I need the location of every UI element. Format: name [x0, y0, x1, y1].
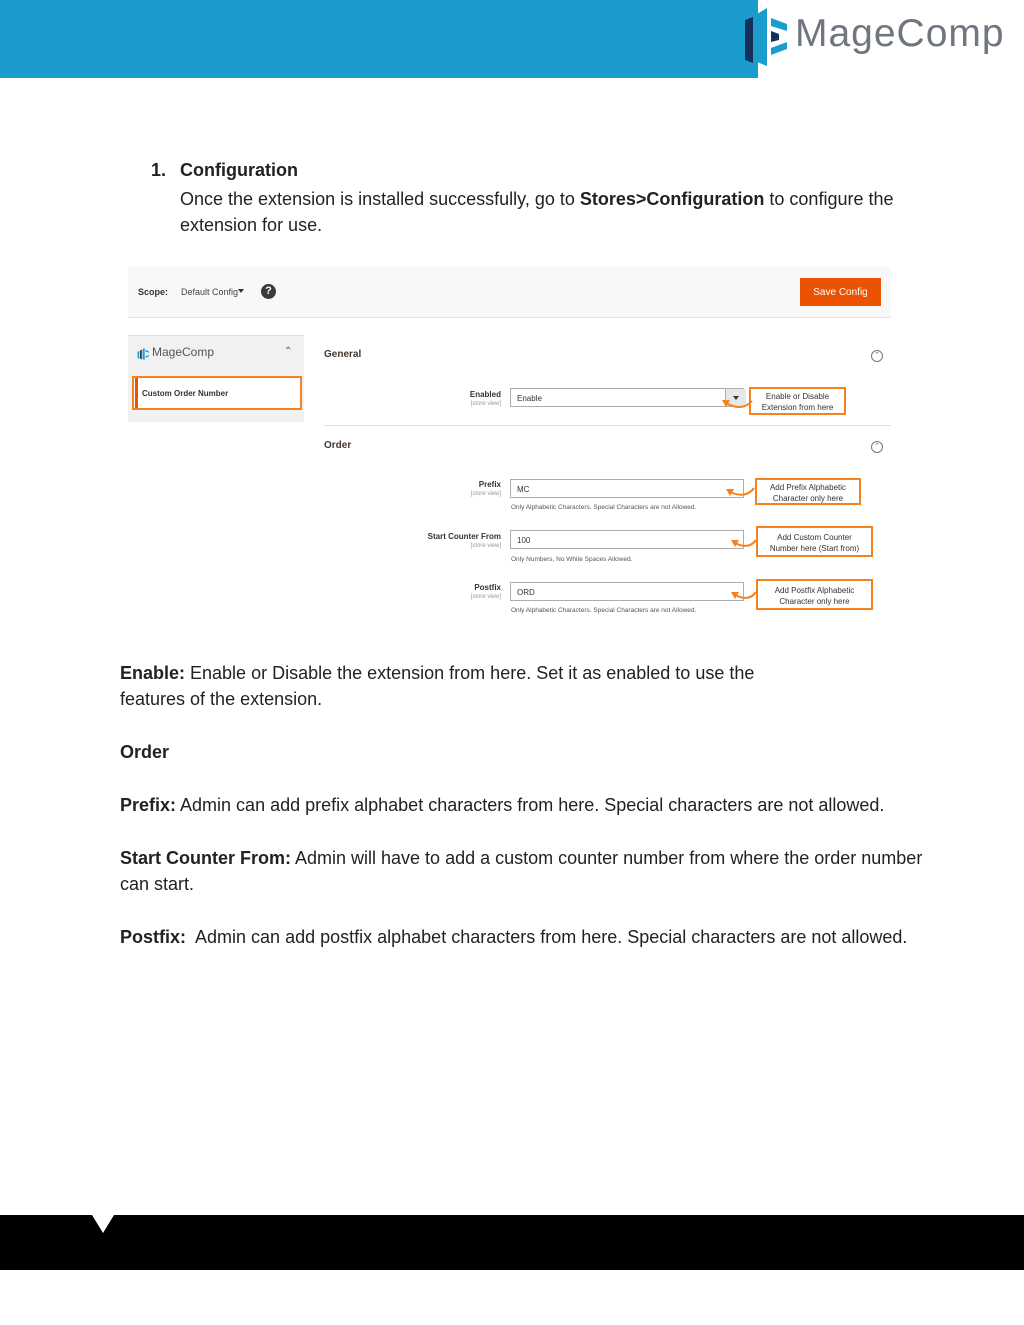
sidebar-item-label: Custom Order Number: [142, 389, 229, 398]
callout-line: Extension from here: [761, 403, 834, 412]
config-sidebar: [128, 335, 304, 422]
callout-line: Add Custom Counter: [777, 533, 852, 542]
postfix-scope: [store view]: [470, 594, 501, 600]
callout-line: Add Postfix Alphabetic: [774, 586, 855, 595]
start-counter-input[interactable]: 100: [510, 530, 744, 549]
active-indicator: [135, 378, 138, 408]
start-counter-label: Start Counter From: [427, 532, 501, 541]
enable-paragraph: [120, 660, 940, 712]
postfix-input[interactable]: ORD: [510, 582, 744, 601]
section-title-order[interactable]: Order: [324, 440, 352, 451]
intro-text-bold: Stores>Configuration: [579, 189, 765, 209]
prefix-scope: [store view]: [470, 491, 501, 497]
callout-line: Character only here: [779, 597, 850, 606]
enabled-scope: [store view]: [470, 401, 501, 407]
start-counter-term: Start Counter From:: [120, 848, 291, 868]
footer-notch: [92, 1215, 114, 1233]
start-counter-text: Admin will have to add a custom counter number from where the order number: [291, 848, 923, 868]
scope-bar: [128, 267, 891, 318]
sidebar-item-custom-order-number[interactable]: [132, 376, 302, 410]
postfix-label: Postfix: [474, 583, 501, 592]
prefix-input[interactable]: MC: [510, 479, 744, 498]
arrow-icon: [727, 534, 759, 554]
collapse-icon[interactable]: ⌃: [871, 441, 883, 453]
section-divider: [324, 425, 891, 426]
enable-text: Enable or Disable the extension from here. Set it as enabled to use the: [185, 663, 755, 683]
config-screenshot: [128, 267, 891, 624]
chevron-up-icon[interactable]: ⌃: [284, 346, 293, 357]
callout-line: Enable or Disable: [765, 392, 830, 401]
magecomp-logo-icon: [731, 4, 787, 66]
scope-label: Scope:: [138, 287, 169, 297]
postfix-text: Admin can add postfix alphabet characters from here. Special characters are not allowed.: [186, 927, 908, 947]
caret-down-icon[interactable]: [238, 289, 244, 293]
postfix-note: Only Alphabetic Characters. Special Characters are not Allowed.: [511, 607, 697, 614]
question-circle-icon[interactable]: ?: [261, 284, 276, 299]
header-logo-text: MageComp: [795, 12, 1005, 55]
intro-text-after: to configure the extension for use.: [180, 189, 894, 235]
prefix-paragraph: [120, 792, 980, 818]
enabled-label: Enabled: [469, 390, 501, 399]
enable-text-continued: features of the extension.: [120, 689, 323, 709]
intro-paragraph: [180, 186, 920, 238]
enabled-callout: [749, 387, 846, 415]
start-counter-text-continued: can start.: [120, 874, 195, 894]
callout-line: Number here (Start from): [769, 544, 860, 553]
callout-line: Character only here: [772, 494, 844, 503]
scope-switcher[interactable]: Default Config: [181, 287, 239, 297]
prefix-callout: [755, 478, 861, 505]
postfix-term: Postfix:: [120, 927, 187, 947]
prefix-term: Prefix:: [120, 795, 177, 815]
enabled-select[interactable]: Enable: [510, 388, 744, 407]
arrow-icon: [722, 482, 758, 504]
prefix-label: Prefix: [478, 480, 501, 489]
step-number: 1.: [151, 160, 167, 180]
intro-text-before: Once the extension is installed successfully, go to: [180, 189, 580, 209]
collapse-icon[interactable]: ⌃: [871, 350, 883, 362]
section-title-general[interactable]: General: [324, 349, 362, 360]
arrow-icon: [718, 392, 758, 416]
callout-line: Add Prefix Alphabetic: [769, 483, 847, 492]
save-config-button[interactable]: Save Config: [800, 278, 881, 306]
start-counter-note: Only Numbers, No White Spaces Allowed.: [511, 556, 633, 563]
start-counter-callout: [756, 526, 873, 557]
order-heading: [120, 739, 169, 765]
postfix-callout: [756, 579, 873, 610]
footer-band: [0, 1215, 1024, 1270]
sidebar-group-title[interactable]: MageComp: [152, 345, 215, 359]
prefix-note: Only Alphabetic Characters. Special Characters are not Allowed.: [511, 504, 697, 511]
magecomp-logo-icon: [136, 347, 150, 360]
prefix-text: Admin can add prefix alphabet characters from here. Special characters are not allowed.: [176, 795, 885, 815]
start-counter-paragraph: [120, 845, 980, 897]
arrow-icon: [727, 586, 759, 606]
start-counter-scope: [store view]: [470, 543, 501, 549]
order-heading-text: Order: [120, 742, 170, 762]
enable-label: Enable:: [120, 663, 186, 683]
postfix-paragraph: [120, 924, 980, 950]
step-title: Configuration: [180, 160, 298, 180]
